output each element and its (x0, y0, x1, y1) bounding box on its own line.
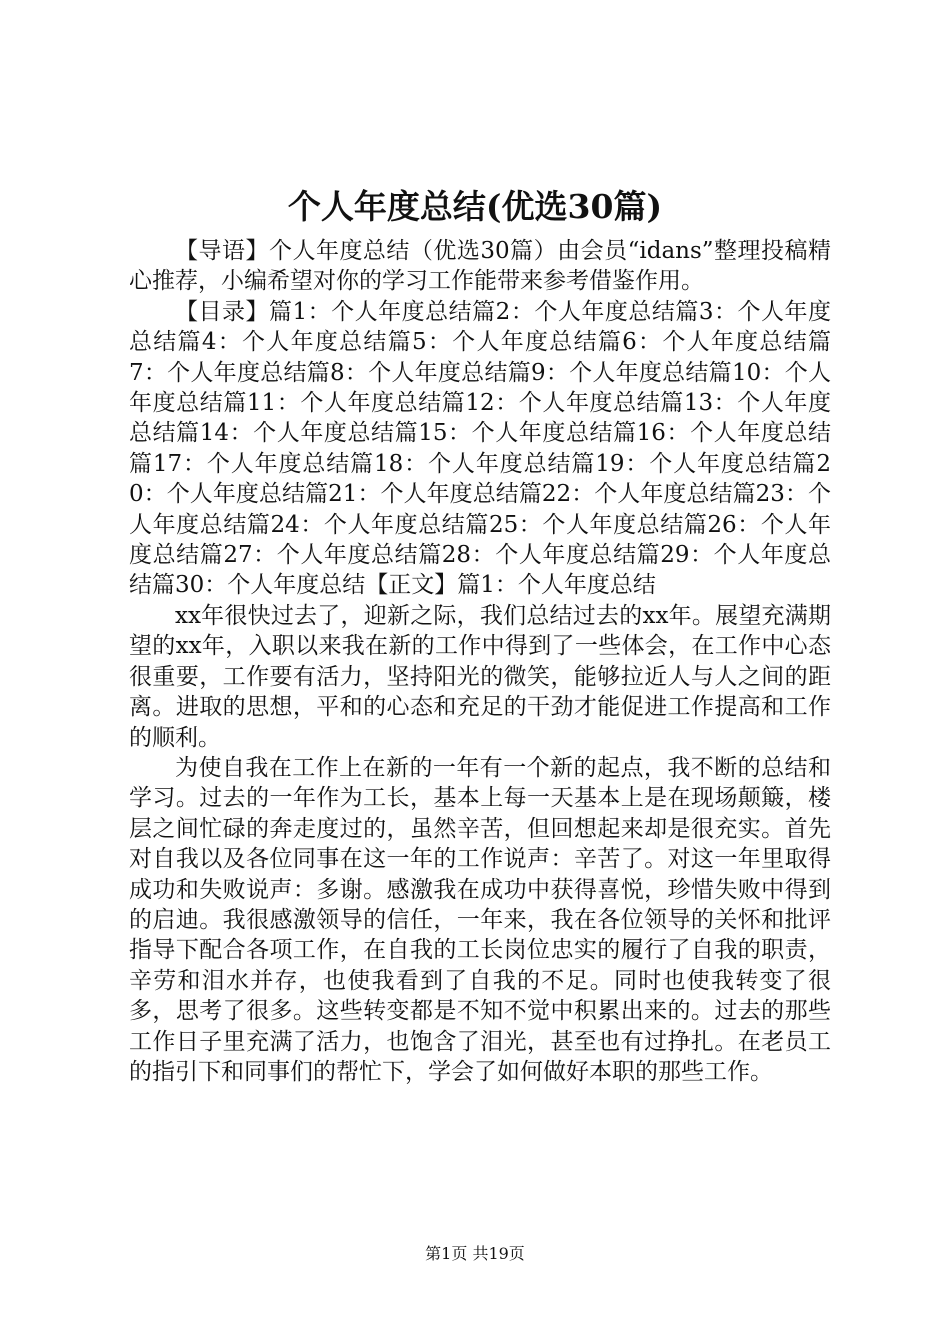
document-body (129, 236, 831, 1087)
paragraph-intro: 【导语】个人年度总结（优选30篇）由会员“idans”整理投稿精心推荐，小编希望对你的学习工作能带来参考借鉴作用。 (129, 238, 831, 295)
document-title: 个人年度总结(优选30篇) (287, 187, 663, 226)
paragraph-body-1: xx年很快过去了，迎新之际，我们总结过去的xx年。展望充满期望的xx年，入职以来我在新的工作中得到了一些体会，在工作中心态很重要，工作要有活力，坚持阳光的微笑，能够拉近人与人之间的距离。进取的思想，平和的心态和充足的干劲才能促进工作提高和工作的顺利。 (129, 602, 831, 751)
page-footer: 第1页 共19页 (425, 1244, 525, 1263)
paragraph-body-2: 为使自我在工作上在新的一年有一个新的起点，我不断的总结和学习。过去的一年作为工长，基本上每一天基本上是在现场颠簸，楼层之间忙碌的奔走度过的，虽然辛苦，但回想起来却是很充实。首先对自我以及各位同事在这一年的工作说声：辛苦了。对这一年里取得成功和失败说声：多谢。感激我在成功中获得喜悦，珍惜失败中得到的启迪。我很感激领导的信任，一年来，我在各位领导的关怀和批评指导下配合各项工作，在自我的工长岗位忠实的履行了自我的职责，辛劳和泪水并存，也使我看到了自我的不足。同时也使我转变了很多，思考了很多。这些转变都是不知不觉中积累出来的。过去的那些工作日子里充满了活力，也饱含了泪光，甚至也有过挣扎。在老员工的指引下和同事们的帮忙下，学会了如何做好本职的那些工作。 (129, 754, 831, 1085)
paragraph-toc: 【目录】篇1：个人年度总结篇2：个人年度总结篇3：个人年度总结篇4：个人年度总结篇5：个人年度总结篇6：个人年度总结篇7：个人年度总结篇8：个人年度总结篇9：个人年度总结篇10：个人年度总结篇11：个人年度总结篇12：个人年度总结篇13：个人年度总结篇14：个人年度总结篇15：个人年度总结篇16：个人年度总结篇17：个人年度总结篇18：个人年度总结篇19：个人年度总结篇20：个人年度总结篇21：个人年度总结篇22：个人年度总结篇23：个人年度总结篇24：个人年度总结篇25：个人年度总结篇26：个人年度总结篇27：个人年度总结篇28：个人年度总结篇29：个人年度总结篇30：个人年度总结【正文】篇1：个人年度总结 (129, 298, 831, 599)
